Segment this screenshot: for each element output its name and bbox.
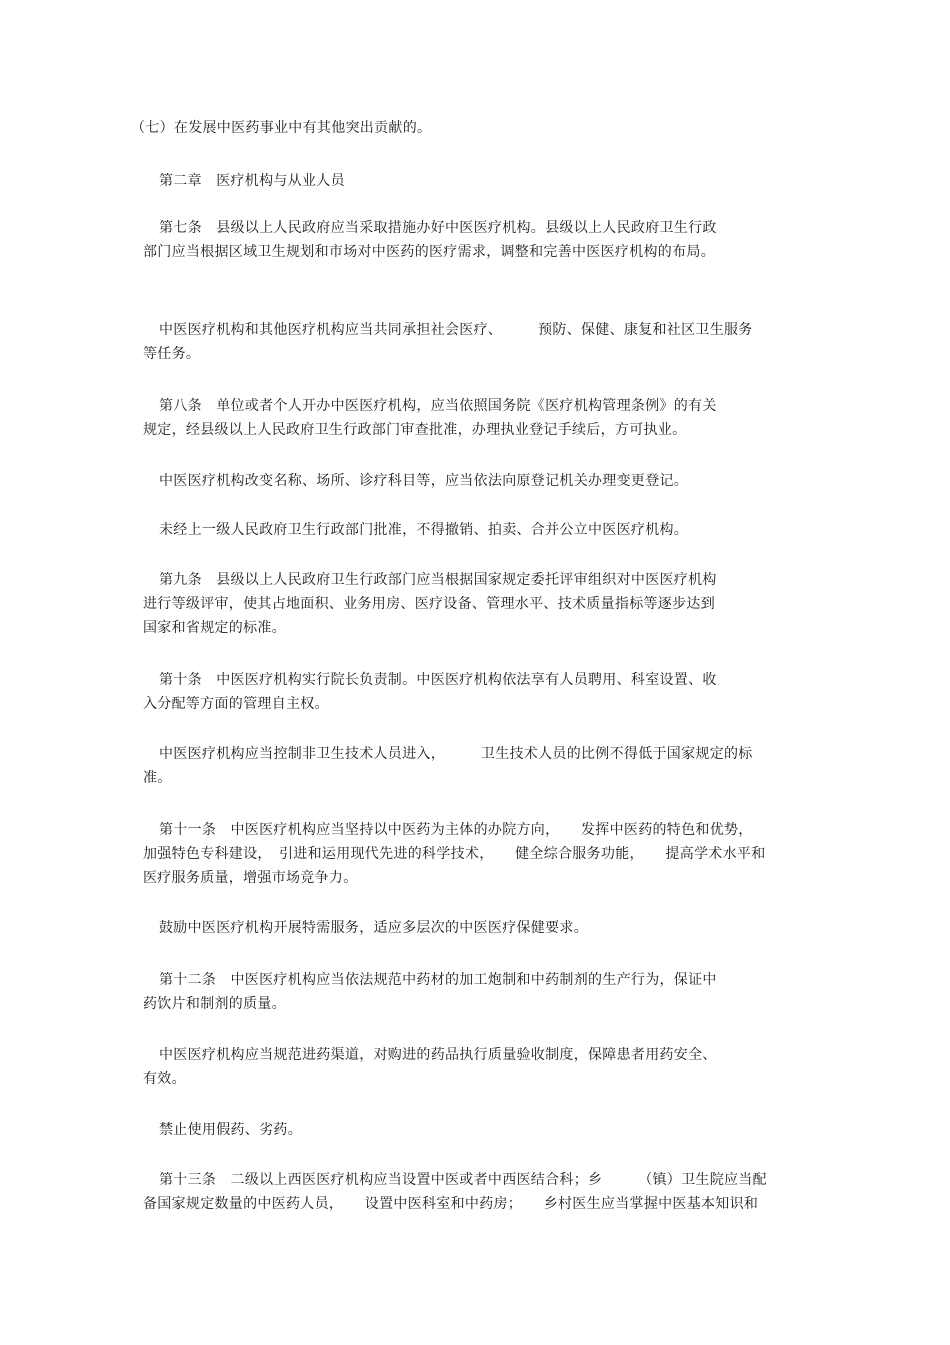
text-line: 备国家规定数量的中医药人员， 设置中医科室和中药房； 乡村医生应当掌握中医基本知识和: [143, 1196, 759, 1212]
text-line: 准。: [143, 770, 172, 786]
text-line: 第七条 县级以上人民政府应当采取措施办好中医医疗机构。县级以上人民政府卫生行政: [159, 220, 717, 236]
text-line: 第十二条 中医医疗机构应当依法规范中药材的加工炮制和中药制剂的生产行为，保证中: [159, 972, 717, 988]
text-line: 有效。: [143, 1071, 186, 1087]
text-line: 第十条 中医医疗机构实行院长负责制。中医医疗机构依法享有人员聘用、科室设置、收: [159, 672, 717, 688]
text-line: 医疗服务质量，增强市场竞争力。: [143, 870, 358, 886]
text-line: 加强特色专科建设， 引进和运用现代先进的科学技术， 健全综合服务功能， 提高学术水平和: [143, 846, 766, 862]
text-line: 第九条 县级以上人民政府卫生行政部门应当根据国家规定委托评审组织对中医医疗机构: [159, 572, 717, 588]
text-line: 禁止使用假药、劣药。: [159, 1122, 302, 1138]
text-line: 第十一条 中医医疗机构应当坚持以中医药为主体的办院方向， 发挥中医药的特色和优势，: [159, 822, 753, 838]
text-line: 未经上一级人民政府卫生行政部门批准，不得撤销、拍卖、合并公立中医医疗机构。: [159, 522, 689, 538]
text-line: 第八条 单位或者个人开办中医医疗机构，应当依照国务院《医疗机构管理条例》的有关: [159, 398, 717, 414]
text-line: 入分配等方面的管理自主权。: [143, 696, 329, 712]
text-line: 中医医疗机构应当规范进药渠道，对购进的药品执行质量验收制度，保障患者用药安全、: [159, 1047, 717, 1063]
text-line: 中医医疗机构和其他医疗机构应当共同承担社会医疗、 预防、保健、康复和社区卫生服务: [159, 322, 753, 338]
text-line: 中医医疗机构应当控制非卫生技术人员进入， 卫生技术人员的比例不得低于国家规定的标: [159, 746, 753, 762]
text-line: 规定，经县级以上人民政府卫生行政部门审查批准，办理执业登记手续后，方可执业。: [143, 422, 687, 438]
text-line: 第十三条 二级以上西医医疗机构应当设置中医或者中西医结合科；乡 （镇）卫生院应当配: [159, 1172, 767, 1188]
text-line: 进行等级评审，使其占地面积、业务用房、医疗设备、管理水平、技术质量指标等逐步达到: [143, 596, 715, 612]
text-line: 部门应当根据区域卫生规划和市场对中医药的医疗需求，调整和完善中医医疗机构的布局。: [143, 244, 715, 260]
text-line: （七）在发展中医药事业中有其他突出贡献的。: [131, 120, 432, 136]
chapter-heading: 第二章 医疗机构与从业人员: [159, 173, 345, 189]
text-line: 药饮片和制剂的质量。: [143, 996, 286, 1012]
text-line: 中医医疗机构改变名称、场所、诊疗科目等，应当依法向原登记机关办理变更登记。: [159, 473, 689, 489]
text-line: 国家和省规定的标准。: [143, 620, 286, 636]
text-line: 等任务。: [143, 346, 201, 362]
text-line: 鼓励中医医疗机构开展特需服务，适应多层次的中医医疗保健要求。: [159, 920, 588, 936]
